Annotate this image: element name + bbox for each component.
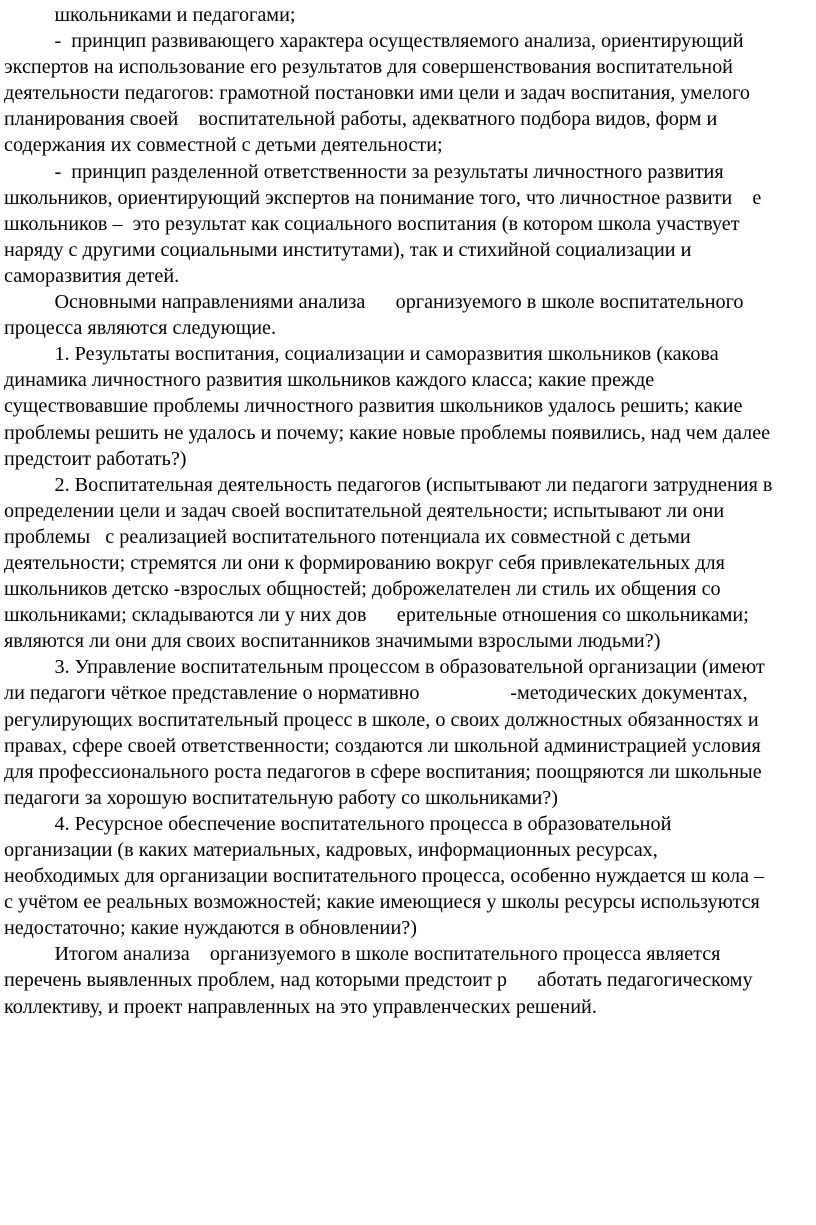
text-line: процесса являются следующие. <box>4 317 277 340</box>
text-line: Основными направлениями анализа организуемого в школе воспитательного <box>4 291 744 314</box>
text-line: коллективу, и проект направленных на это управленческих решений. <box>4 995 597 1018</box>
text-line: предстоит работать?) <box>4 447 187 470</box>
text-line: с учётом ее реальных возможностей; какие имеющиеся у школы ресурсы используются <box>4 891 760 914</box>
text-line: школьниками и педагогами; <box>4 4 296 26</box>
text-line: 4. Ресурсное обеспечение воспитательного процесса в образовательной <box>4 812 672 835</box>
text-line: школьниками; складываются ли у них дов ерительные отношения со школьниками; <box>4 604 749 627</box>
text-line: 1. Результаты воспитания, социализации и саморазвития школьников (какова <box>4 343 719 366</box>
text-line: организации (в каких материальных, кадровых, информационных ресурсах, <box>4 839 658 861</box>
text-line: планирования своей воспитательной работы, адекватного подбора видов, форм и <box>4 108 718 131</box>
text-line: наряду с другими социальными институтами), так и стихийной социализации и <box>4 238 692 261</box>
text-line: школьников, ориентирующий экспертов на понимание того, что личностное развити е <box>4 186 762 209</box>
text-line: определении цели и задач своей воспитательной деятельности; испытывают ли они <box>4 499 725 522</box>
text-line: для профессионального роста педагогов в сфере воспитания; поощряются ли школьные <box>4 760 762 783</box>
text-line: перечень выявленных проблем, над которыми предстоит р аботать педагогическому <box>4 969 753 992</box>
text-line: динамика личностного развития школьников каждого класса; какие прежде <box>4 369 655 392</box>
text-line: 3. Управление воспитательным процессом в образовательной организации (имеют <box>4 656 765 679</box>
text-line: являются ли они для своих воспитанников значимыми взрослыми людьми?) <box>4 630 661 653</box>
text-line: экспертов на использование его результатов для совершенствования воспитательной <box>4 56 733 79</box>
text-line: деятельности педагогов: грамотной постановки ими цели и задач воспитания, умелого <box>4 82 750 105</box>
text-line: содержания их совместной с детьми деятельности; <box>4 134 443 157</box>
text-line: - принцип развивающего характера осуществляемого анализа, ориентирующий <box>4 30 744 53</box>
text-line: регулирующих воспитательный процесс в школе, о своих должностных обязанностях и <box>4 708 759 731</box>
text-line: саморазвития детей. <box>4 264 180 287</box>
text-line: проблемы решить не удалось и почему; какие новые проблемы появились, над чем далее <box>4 421 771 444</box>
text-line: школьников детско -взрослых общностей; доброжелателен ли стиль их общения со <box>4 578 721 601</box>
text-line: деятельности; стремятся ли они к формированию вокруг себя привлекательных для <box>4 551 725 574</box>
text-line: существовавшие проблемы личностного развития школьников удалось решить; какие <box>4 395 743 418</box>
text-line: 2. Воспитательная деятельность педагогов (испытывают ли педагоги затруднения в <box>4 473 773 496</box>
text-line: Итогом анализа организуемого в школе воспитательного процесса является <box>4 943 721 966</box>
text-line: необходимых для организации воспитательного процесса, особенно нуждается ш кола – <box>4 865 765 888</box>
text-line: - принцип разделенной ответственности за результаты личностного развития <box>4 160 724 183</box>
document-body <box>4 2 816 1020</box>
text-line: педагоги за хорошую воспитательную работу со школьниками?) <box>4 786 558 809</box>
text-line: недостаточно; какие нуждаются в обновлении?) <box>4 917 417 940</box>
text-line: школьников – это результат как социального воспитания (в котором школа участвует <box>4 212 740 235</box>
text-line: ли педагоги чёткое представление о нормативно -методических документах, <box>4 682 748 705</box>
text-line: правах, сфере своей ответственности; создаются ли школьной администрацией условия <box>4 734 761 757</box>
text-line: проблемы с реализацией воспитательного потенциала их совместной с детьми <box>4 525 691 548</box>
